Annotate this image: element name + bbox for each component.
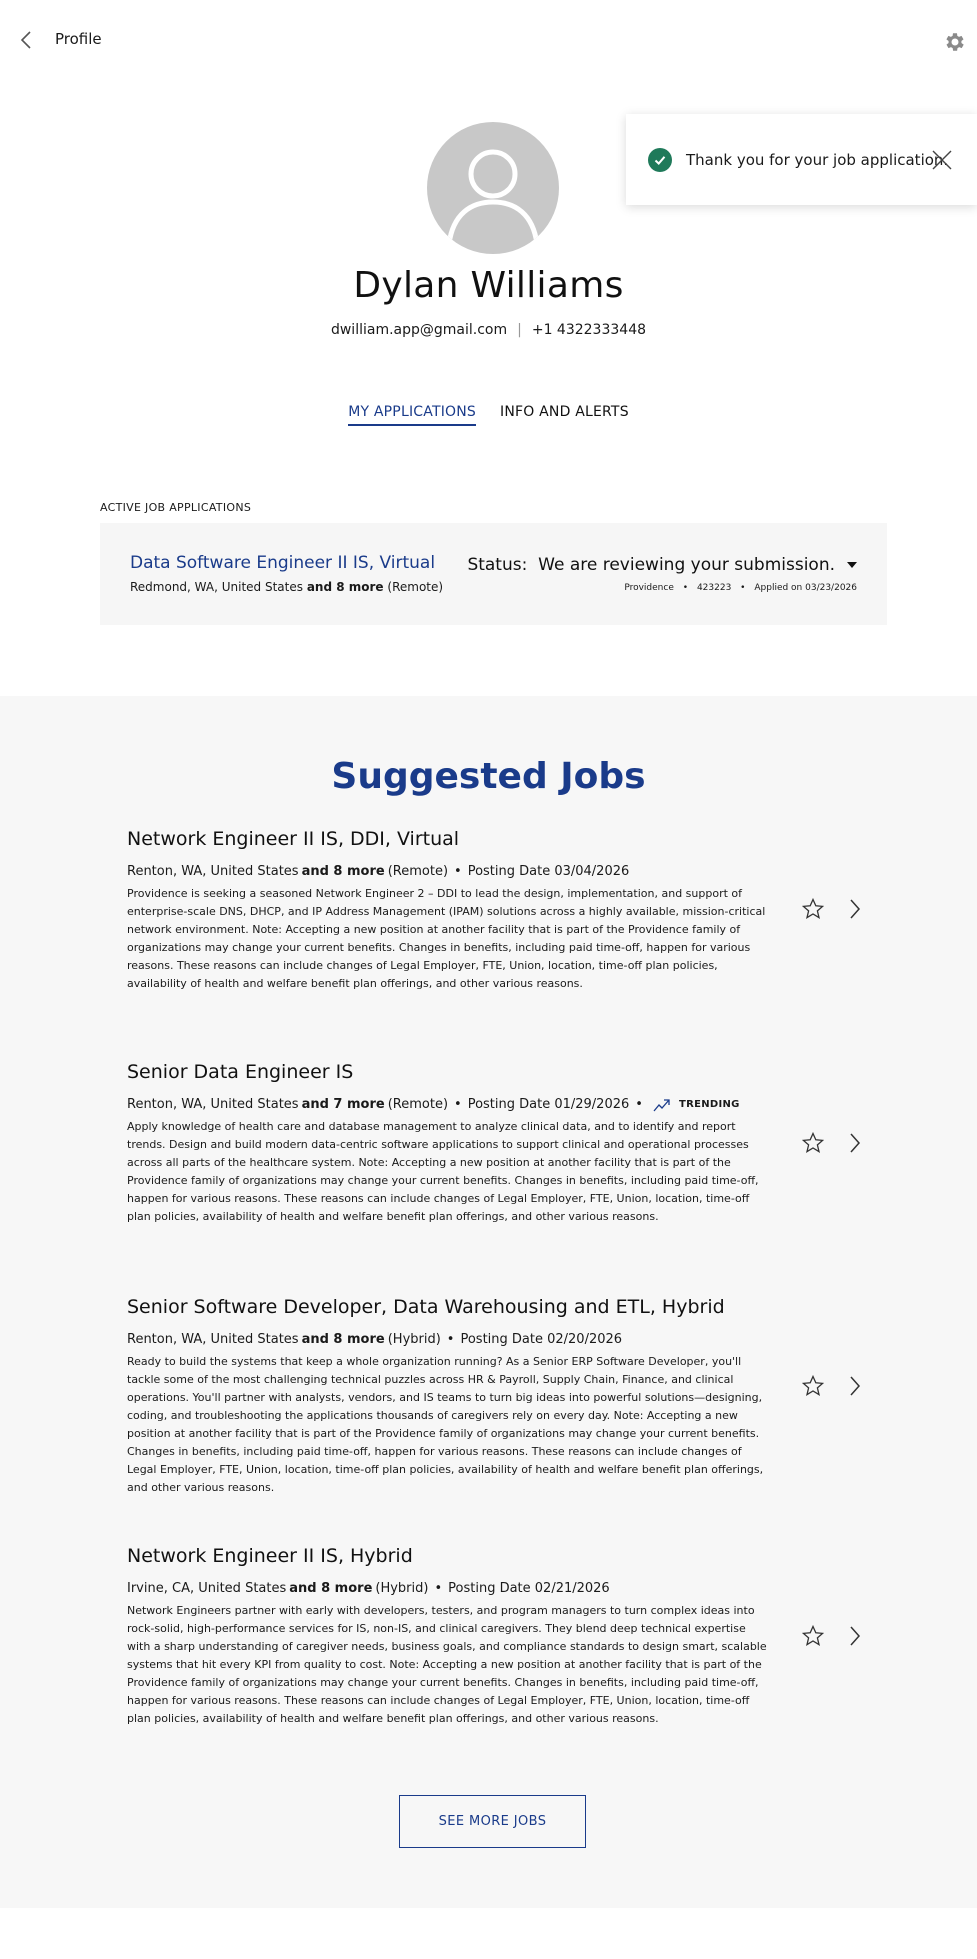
chevron-right-icon[interactable] xyxy=(848,1625,862,1647)
toast-message: Thank you for your job application. xyxy=(686,150,949,169)
page-title: Profile xyxy=(55,30,102,48)
contact-separator: | xyxy=(517,322,522,338)
profile-name: Dylan Williams xyxy=(353,265,624,306)
gear-icon[interactable] xyxy=(943,30,967,54)
job-meta: Irvine, CA, United States and 8 more (Hybrid) • Posting Date 02/21/2026 xyxy=(127,1581,610,1596)
check-circle-icon xyxy=(648,148,672,172)
status-label: Status: xyxy=(467,555,528,575)
star-icon[interactable] xyxy=(802,1625,824,1647)
user-placeholder-icon xyxy=(427,122,559,254)
job-description: Network Engineers partner with early with developers, testers, and program managers to turn complex ideas into rock-solid, high-performance services for IS, non-IS, and clinical caregivers. They blend deep technical expertise with a sharp understanding of caregiver needs, business goals, and compliance standards to design smart, scalable systems that hit every KPI from quality to cost. Note: Accepting a new position at another facility that is part of the Providence family of organizations may change your current benefits. Changes in benefits, including paid time-off, happen for various reasons. These reasons can include changes of Legal Employer, FTE, Union, location, time-off plan policies, availability of health and welfare benefit plan offerings, and other various reasons. xyxy=(127,1604,767,1725)
application-meta: Providence • 423223 • Applied on 03/23/2026 xyxy=(624,583,857,593)
job-description: Providence is seeking a seasoned Network Engineer 2 – DDI to lead the design, implementation, and support of enterprise-scale DNS, DHCP, and IP Address Management (IPAM) solutions across a highly available, mission-critical network environment. Note: Accepting a new position at another facility that is part of the Providence family of organizations may change your current benefits. Changes in benefits, including paid time-off, happen for various reasons. These reasons can include changes of Legal Employer, FTE, Union, location, time-off plan policies, availability of health and welfare benefit plan offerings, and other various reasons. xyxy=(127,887,766,990)
active-applications-label: ACTIVE JOB APPLICATIONS xyxy=(100,501,252,514)
status-text: We are reviewing your submission. xyxy=(538,555,835,575)
application-location: Redmond, WA, United States and 8 more (Remote) xyxy=(130,580,444,594)
trending-badge: TRENDING xyxy=(653,1098,740,1112)
chevron-right-icon[interactable] xyxy=(848,1375,862,1397)
job-title-link[interactable]: Network Engineer II IS, Hybrid xyxy=(127,1545,413,1567)
see-more-jobs-button[interactable]: SEE MORE JOBS xyxy=(399,1795,586,1848)
job-meta: Renton, WA, United States and 7 more (Remote) • Posting Date 01/29/2026 • TRENDING xyxy=(127,1097,740,1112)
job-description: Ready to build the systems that keep a whole organization running? As a Senior ERP Software Developer, you'll tackle some of the most challenging technical puzzles across HR & Payroll, Supply Chain, Finance, and clinical operations. You'll partner with analysts, vendors, and IS teams to turn big ideas into powerful solutions—designing, coding, and troubleshooting the applications thousands of caregivers rely on every day. Note: Accepting a new position at another facility that is part of the Providence family of organizations may change your current benefits. Changes in benefits, including paid time-off, happen for various reasons. These reasons can include changes of Legal Employer, FTE, Union, location, time-off plan policies, availability of health and welfare benefit plan offerings, and other various reasons. xyxy=(127,1355,764,1494)
chevron-right-icon[interactable] xyxy=(848,898,862,920)
job-actions xyxy=(802,898,862,920)
job-title-link[interactable]: Network Engineer II IS, DDI, Virtual xyxy=(127,828,460,850)
job-title-link[interactable]: Senior Software Developer, Data Warehousing and ETL, Hybrid xyxy=(127,1296,725,1318)
application-title-link[interactable]: Data Software Engineer II IS, Virtual xyxy=(130,553,436,573)
job-card xyxy=(127,1545,847,1728)
email-text: dwilliam.app@gmail.com xyxy=(330,322,508,338)
job-card xyxy=(127,1296,847,1497)
suggested-jobs-title: Suggested Jobs xyxy=(331,756,646,797)
avatar xyxy=(427,122,559,254)
chevron-left-icon[interactable] xyxy=(16,28,36,52)
success-toast xyxy=(626,114,977,205)
trending-up-icon xyxy=(653,1098,671,1112)
profile-tabs xyxy=(0,404,977,426)
contact-row xyxy=(0,322,977,338)
job-card xyxy=(127,1061,847,1226)
close-icon[interactable] xyxy=(931,149,953,171)
job-card xyxy=(127,828,847,993)
job-description: Apply knowledge of health care and database management to analyze clinical data, and to identify and report trends. Design and build modern data-centric software applications to support clinical and operational processes across all parts of the healthcare system. Note: Accepting a new position at another facility that is part of the Providence family of organizations may change your current benefits. Changes in benefits, including paid time-off, happen for various reasons. These reasons can include changes of Legal Employer, FTE, Union, location, time-off plan policies, availability of health and welfare benefit plan offerings, and other various reasons. xyxy=(127,1120,759,1223)
tab-my-applications[interactable]: MY APPLICATIONS xyxy=(348,404,476,426)
job-title-link[interactable]: Senior Data Engineer IS xyxy=(127,1061,354,1083)
star-icon[interactable] xyxy=(802,1132,824,1154)
job-meta: Renton, WA, United States and 8 more (Remote) • Posting Date 03/04/2026 xyxy=(127,864,630,879)
star-icon[interactable] xyxy=(802,898,824,920)
job-meta: Renton, WA, United States and 8 more (Hybrid) • Posting Date 02/20/2026 xyxy=(127,1332,623,1347)
application-more-locations: and 8 more xyxy=(306,580,384,594)
job-actions xyxy=(802,1132,862,1154)
top-bar xyxy=(0,0,977,80)
application-card xyxy=(100,523,887,625)
star-icon[interactable] xyxy=(802,1375,824,1397)
phone-text: +1 4322333448 xyxy=(531,322,647,338)
tab-info-and-alerts[interactable]: INFO AND ALERTS xyxy=(500,404,629,420)
chevron-right-icon[interactable] xyxy=(848,1132,862,1154)
job-actions xyxy=(802,1625,862,1647)
job-actions xyxy=(802,1375,862,1397)
status-dropdown[interactable] xyxy=(467,555,857,575)
caret-down-icon xyxy=(847,562,857,568)
